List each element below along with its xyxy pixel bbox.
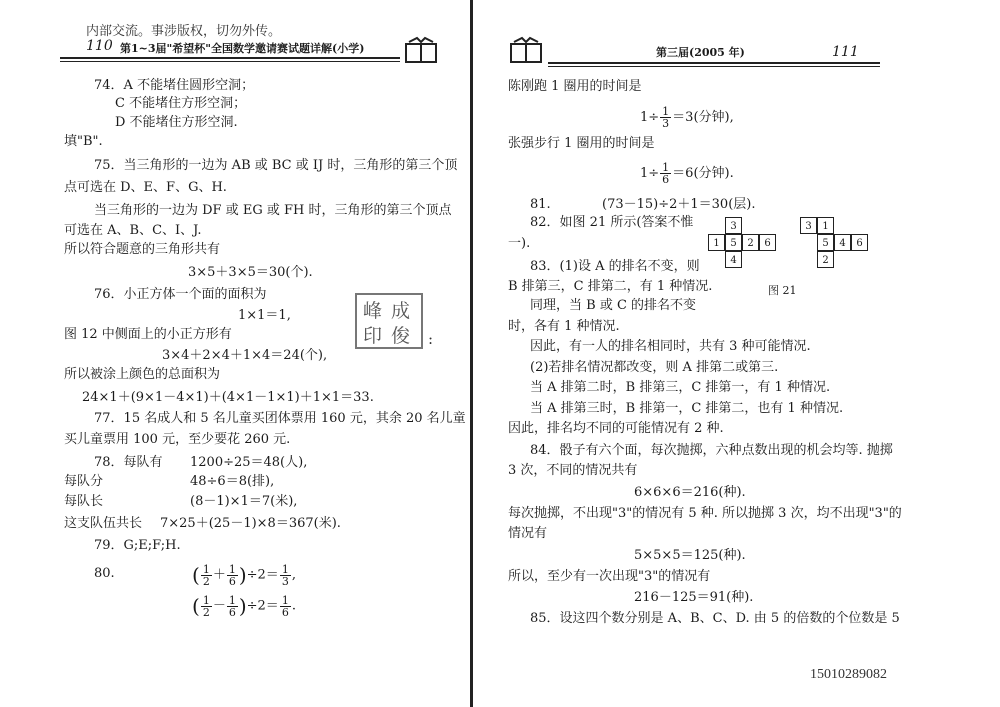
text-line: (2)若排名情况都改变，则 A 排第二或第三. — [530, 360, 779, 375]
net-cell: 5 — [817, 234, 834, 251]
text-line: 76．小正方体一个面的面积为 — [94, 287, 267, 302]
page-header-title: 第1~3届"希望杯"全国数学邀请赛试题详解(小学) — [120, 42, 365, 55]
text-line: 75．当三角形的一边为 AB 或 BC 或 IJ 时，三角形的第三个顶 — [94, 158, 458, 173]
q80-row-1: ( $\frac{1}{2}$ ＋ $\frac{1}{6}$ )÷2＝ $\frac{1}{3}$ , — [192, 562, 296, 588]
q80-row-2: ( $\frac{1}{2}$ － $\frac{1}{6}$ )÷2＝ $\frac{1}{6}$ . — [192, 593, 296, 619]
watermark: 内部交流。事涉版权，切勿外传。 — [86, 24, 282, 39]
figure-caption: 图 21 — [768, 284, 797, 297]
equation: 24×1＋(9×1－4×1)＋(4×1－1×1)＋1×1＝33. — [82, 390, 374, 405]
text-line: 点可选在 D、E、F、G、H. — [64, 180, 227, 195]
equation: 7×25＋(25－1)×8＝367(米). — [160, 516, 341, 531]
text-line: 可选在 A、B、C、I、J. — [64, 223, 202, 238]
text-line: C 不能堵住方形空洞； — [115, 96, 247, 111]
equation: 3×4＋2×4＋1×4＝24(个), — [162, 348, 328, 363]
text-line: 陈刚跑 1 圈用的时间是 — [508, 79, 642, 94]
equation: 1÷ $\frac{1}{6}$ ＝6(分钟). — [640, 161, 734, 186]
left-page — [0, 0, 470, 707]
text-line: D 不能堵住方形空洞. — [115, 115, 238, 130]
net-cell: 1 — [708, 234, 725, 251]
net-cell: 6 — [851, 234, 868, 251]
equation: 48÷6＝8(排), — [190, 474, 275, 489]
margin-mark: : — [428, 330, 434, 348]
right-page — [478, 0, 1000, 707]
page-number: 110 — [86, 38, 113, 54]
net-cell: 5 — [725, 234, 742, 251]
text-line: 时，各有 1 种情况. — [508, 319, 620, 334]
text-line: 因此，有一人的排名相同时，共有 3 种可能情况. — [530, 339, 811, 354]
text-line: 所以，至少有一次出现"3"的情况有 — [508, 569, 711, 584]
text-line: 这支队伍共长 — [64, 516, 143, 531]
net-cell: 2 — [817, 251, 834, 268]
text-line: B 排第三，C 排第二，有 1 种情况. — [508, 279, 713, 294]
text-line: 77．15 名成人和 5 名儿童买团体票用 160 元，其余 20 名儿童 — [94, 411, 466, 426]
text-line: 81. — [530, 197, 551, 212]
text-line: 一). — [508, 236, 531, 251]
text-line: 3 次，不同的情况共有 — [508, 463, 638, 478]
text-line: 78．每队有 — [94, 455, 163, 470]
phone-number: 15010289082 — [810, 667, 887, 682]
equation: 1×1＝1, — [238, 308, 291, 323]
net-cell: 2 — [742, 234, 759, 251]
net-cell: 3 — [725, 217, 742, 234]
net-cell: 4 — [834, 234, 851, 251]
text-line: 当 A 排第三时，B 排第一，C 排第二，也有 1 种情况. — [530, 401, 844, 416]
text-line: 84．骰子有六个面，每次抛掷，六种点数出现的机会均等. 抛掷 — [530, 443, 893, 458]
text-line: 张强步行 1 圈用的时间是 — [508, 136, 655, 151]
seal-stamp: 峰 成 印 俊 — [355, 293, 423, 349]
equation: 3×5＋3×5＝30(个). — [188, 265, 313, 280]
text-line: 当三角形的一边为 DF 或 EG 或 FH 时，三角形的第三个顶点 — [94, 203, 452, 218]
text-line: 83．(1)设 A 的排名不变，则 — [530, 259, 700, 274]
text-line: 图 12 中侧面上的小正方形有 — [64, 327, 232, 342]
text-line: 填"B". — [64, 134, 103, 149]
text-line: 买儿童票用 100 元，至少要花 260 元. — [64, 432, 291, 447]
text-line: 因此，排名均不同的可能情况有 2 种. — [508, 421, 724, 436]
equation: 216－125＝91(种). — [634, 590, 754, 605]
text-line: 74．A 不能堵住圆形空洞； — [94, 78, 255, 93]
net-cell: 1 — [817, 217, 834, 234]
page-number: 111 — [832, 44, 859, 60]
net-cell: 3 — [800, 217, 817, 234]
text-line: 每队长 — [64, 494, 104, 509]
text-line: 85．设这四个数分别是 A、B、C、D. 由 5 的倍数的个位数是 5 — [530, 611, 900, 626]
book-icon — [403, 36, 439, 64]
net-cell: 6 — [759, 234, 776, 251]
book-spine — [470, 0, 473, 707]
equation: (8－1)×1＝7(米), — [190, 494, 298, 509]
equation: 5×5×5＝125(种). — [634, 548, 746, 563]
equation: 1200÷25＝48(人), — [190, 455, 308, 470]
net-cell: 4 — [725, 251, 742, 268]
text-line: 当 A 排第二时，B 排第三，C 排第一，有 1 种情况. — [530, 380, 831, 395]
text-line: 同理，当 B 或 C 的排名不变 — [530, 298, 697, 313]
text-line: 每队分 — [64, 474, 104, 489]
text-line: 所以符合题意的三角形共有 — [64, 242, 221, 257]
text-line: 82．如图 21 所示(答案不惟 — [530, 215, 694, 230]
equation: 1÷ $\frac{1}{3}$ ＝3(分钟), — [640, 105, 734, 130]
text-line: 80. — [94, 566, 115, 581]
text-line: 79．G;E;F;H. — [94, 538, 181, 553]
text-line: 情况有 — [508, 526, 548, 541]
equation: 6×6×6＝216(种). — [634, 485, 746, 500]
page-header-title: 第三届(2005 年) — [656, 46, 745, 59]
book-icon — [508, 36, 544, 64]
text-line: 所以被涂上颜色的总面积为 — [64, 367, 221, 382]
equation: (73－15)÷2＋1＝30(层). — [602, 197, 756, 212]
text-line: 每次抛掷，不出现"3"的情况有 5 种. 所以抛掷 3 次，均不出现"3"的 — [508, 506, 902, 521]
